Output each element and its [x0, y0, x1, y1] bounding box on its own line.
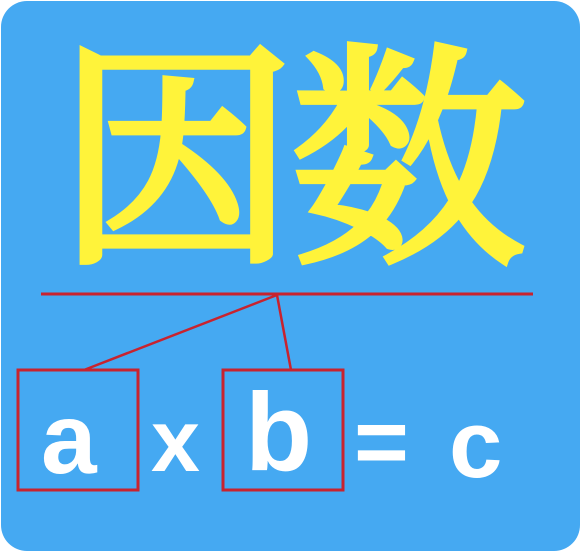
title-factor: 因数 [58, 24, 523, 299]
equals-sign: = [354, 389, 409, 494]
connector-line-b [277, 295, 291, 370]
product-c: c [449, 391, 503, 498]
factor-b: b [245, 371, 313, 494]
card-background [1, 1, 580, 551]
factor-a: a [41, 383, 97, 495]
times-sign: x [151, 391, 200, 490]
connector-line-a [84, 295, 277, 370]
